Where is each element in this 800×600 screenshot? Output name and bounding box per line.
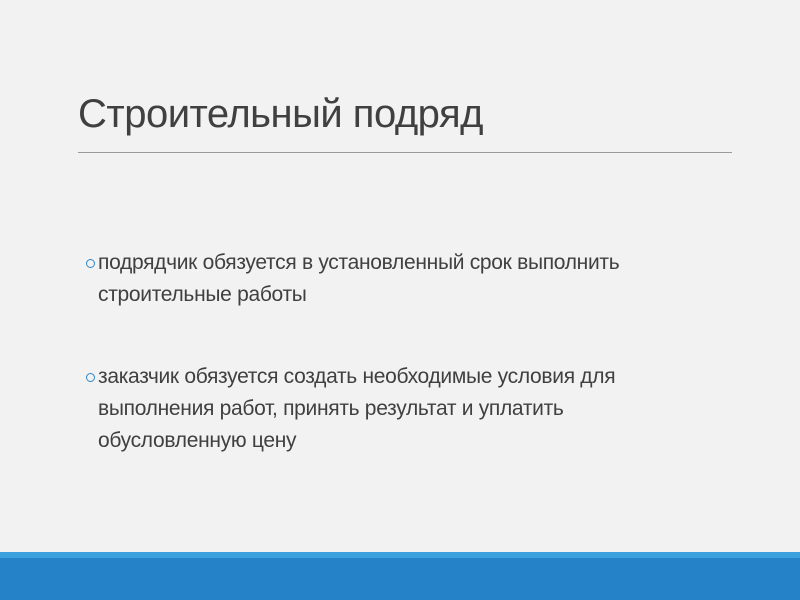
bullet-text-line: заказчик обязуется создать необходимые условия для bbox=[98, 365, 616, 388]
bullet-text-line: подрядчик обязуется в установленный срок выполнить bbox=[98, 251, 620, 274]
bullet-item bbox=[86, 361, 686, 457]
bullet-item bbox=[86, 247, 686, 311]
bullet-text-line: выполнения работ, принять результат и уплатить bbox=[98, 397, 564, 420]
circle-bullet-icon bbox=[86, 373, 95, 382]
bullet-text-line: обусловленную цену bbox=[98, 429, 297, 452]
footer-bar bbox=[0, 558, 800, 600]
slide-title: Строительный подряд bbox=[78, 92, 483, 136]
bullet-text-line: строительные работы bbox=[98, 283, 307, 306]
circle-bullet-icon bbox=[86, 259, 95, 268]
title-divider bbox=[78, 152, 732, 153]
bullet-list bbox=[86, 247, 686, 457]
